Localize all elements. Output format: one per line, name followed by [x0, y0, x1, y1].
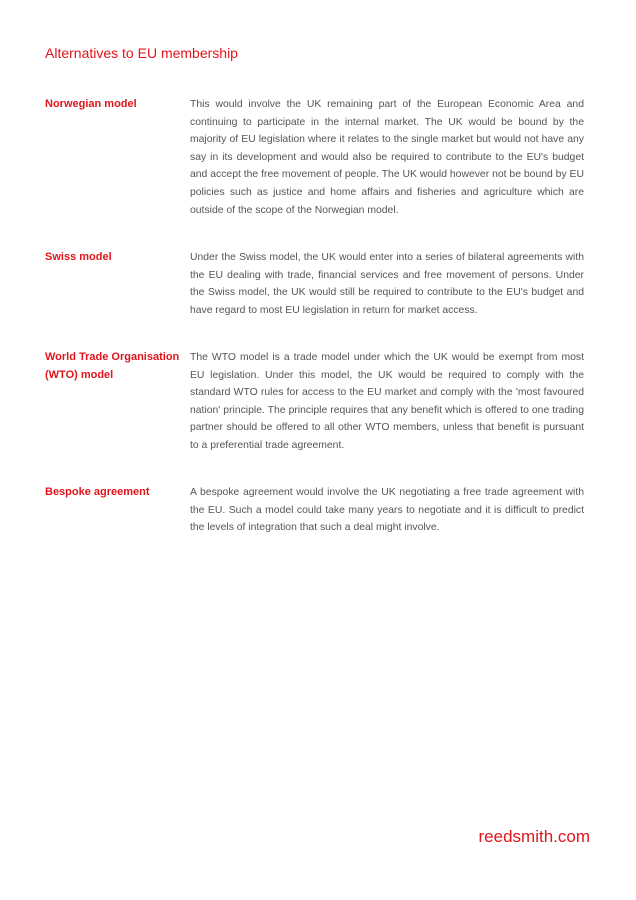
footer-website-link[interactable]: reedsmith.com [478, 827, 590, 846]
section-label: Swiss model [45, 251, 112, 263]
section-label: Norwegian model [45, 98, 137, 110]
section-text: The WTO model is a trade model under which the UK would be exempt from most EU legislation. Under this model, the UK would be required to comply with the standard WTO rules for access to the EU market and comply with the 'most favoured nation' principle. The principle requires that any benefit which is offered to one trading partner should be offered to all other WTO members, unless that benefit is pursuant to a preferential trade agreement. [190, 352, 584, 451]
section-text: This would involve the UK remaining part of the European Economic Area and continuing to participate in the internal market. The UK would be bound by the majority of EU legislation where it relates to the single market but would not have any say in its development and would also be required to contribute to the EU's budget and accept the free movement of people. The UK would however not be bound by EU policies such as justice and home affairs and fisheries and agriculture which are outside of the scope of the Norwegian model. [190, 99, 584, 216]
page-title: Alternatives to EU membership [45, 45, 238, 61]
section-text: Under the Swiss model, the UK would enter into a series of bilateral agreements with the EU dealing with trade, financial services and free movement of persons. Under the Swiss model, the UK would still be required to contribute to the EU's budget and have regard to most EU legislation in return for market access. [190, 252, 584, 316]
section-label: World Trade Organisation (WTO) model [45, 351, 180, 381]
section-label: Bespoke agreement [45, 486, 150, 498]
section-text: A bespoke agreement would involve the UK negotiating a free trade agreement with the EU. Such a model could take many years to negotiate and it is difficult to predict the levels of integration that such a deal might involve. [190, 487, 584, 534]
